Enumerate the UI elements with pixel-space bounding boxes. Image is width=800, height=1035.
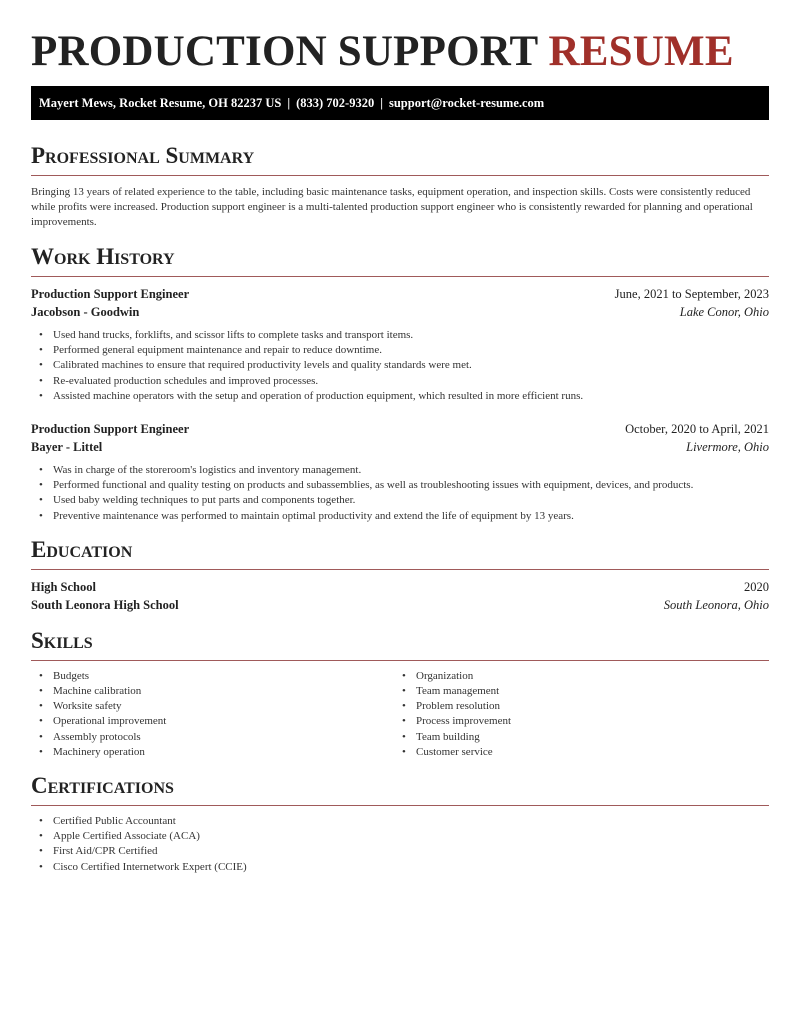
phone: (833) 702-9320	[296, 96, 375, 110]
list-item: • Re-evaluated production schedules and improved processes.	[31, 374, 769, 389]
section-heading-summary: Professional Summary	[31, 143, 255, 168]
list-item: • Process improvement	[394, 714, 757, 729]
job-title: Production Support Engineer	[31, 287, 190, 301]
list-item: • Used baby welding techniques to put parts and components together.	[31, 493, 769, 508]
list-item: • Performed functional and quality testing on products and subassemblies, as well as troubleshooting issues with equipment, devices, and products.	[31, 478, 769, 493]
email: support@rocket-resume.com	[388, 96, 545, 110]
list-item: • Budgets	[31, 669, 394, 684]
section-heading-work: Work History	[31, 244, 175, 269]
job-dates: October, 2020 to April, 2021	[625, 422, 769, 437]
job-dates: June, 2021 to September, 2023	[614, 287, 769, 301]
address: Mayert Mews, Rocket Resume, OH 82237 US	[39, 96, 282, 110]
job-company: Jacobson - Goodwin	[31, 305, 140, 319]
list-item: • Was in charge of the storeroom's logistics and inventory management.	[31, 463, 769, 478]
job-company-row	[31, 303, 769, 321]
section-heading-certifications: Certifications	[31, 773, 174, 799]
list-item: • Team management	[394, 684, 757, 699]
resume-title: PRODUCTION SUPPORT RESUME	[31, 28, 734, 75]
divider	[31, 175, 769, 176]
list-item: • Machinery operation	[31, 745, 394, 760]
job-entry	[31, 285, 769, 404]
job-title-row	[31, 420, 769, 438]
divider	[31, 569, 769, 570]
list-item: • Performed general equipment maintenance and repair to reduce downtime.	[31, 343, 769, 358]
section-heading-skills: Skills	[31, 627, 93, 653]
job-location: Livermore, Ohio	[686, 440, 769, 455]
job-company-row	[31, 438, 769, 456]
list-item: • Cisco Certified Internetwork Expert (CCIE)	[31, 860, 769, 875]
education-row: High School 2020	[31, 579, 769, 594]
list-item: • Machine calibration	[31, 684, 394, 699]
job-entry	[31, 420, 769, 524]
list-item: • Worksite safety	[31, 699, 394, 714]
section-heading-education: Education	[31, 536, 133, 562]
list-item: • Team building	[394, 730, 757, 745]
contact-bar: Mayert Mews, Rocket Resume, OH 82237 US | (833) 702-9320 | support@rocket-resume.com	[31, 86, 769, 120]
skills-list	[31, 661, 769, 760]
education-school-row: South Leonora High School South Leonora, Ohio	[31, 597, 769, 612]
list-item: • Certified Public Accountant	[31, 814, 769, 829]
certifications-list	[31, 814, 769, 875]
list-item: • First Aid/CPR Certified	[31, 844, 769, 859]
list-item: • Calibrated machines to ensure that required productivity levels and quality standards were met.	[31, 358, 769, 373]
divider	[31, 276, 769, 277]
list-item: • Assembly protocols	[31, 730, 394, 745]
job-title-row	[31, 285, 769, 303]
job-title: Production Support Engineer	[31, 422, 190, 437]
list-item: • Organization	[394, 669, 757, 684]
list-item: • Apple Certified Associate (ACA)	[31, 829, 769, 844]
list-item: • Assisted machine operators with the setup and operation of production equipment, which resulted in more efficient runs.	[31, 389, 769, 404]
list-item: • Used hand trucks, forklifts, and scissor lifts to complete tasks and transport items.	[31, 328, 769, 343]
list-item: • Problem resolution	[394, 699, 757, 714]
list-item: • Preventive maintenance was performed to maintain optimal productivity and extend the life of equipment by 13 years.	[31, 509, 769, 524]
job-location: Lake Conor, Ohio	[679, 305, 769, 319]
job-company: Bayer - Littel	[31, 440, 103, 455]
list-item: • Operational improvement	[31, 714, 394, 729]
list-item: • Customer service	[394, 745, 757, 760]
title-accent: RESUME	[548, 28, 734, 75]
summary-text: Bringing 13 years of related experience to the table, including basic maintenance tasks, equipment operation, and inspection skills. Costs were consistently reduced while profits were increased. Production support engineer is a multi-talented production support engineer who is consistently rewarded for planning and operational improvements.	[31, 186, 753, 228]
divider	[31, 805, 769, 806]
